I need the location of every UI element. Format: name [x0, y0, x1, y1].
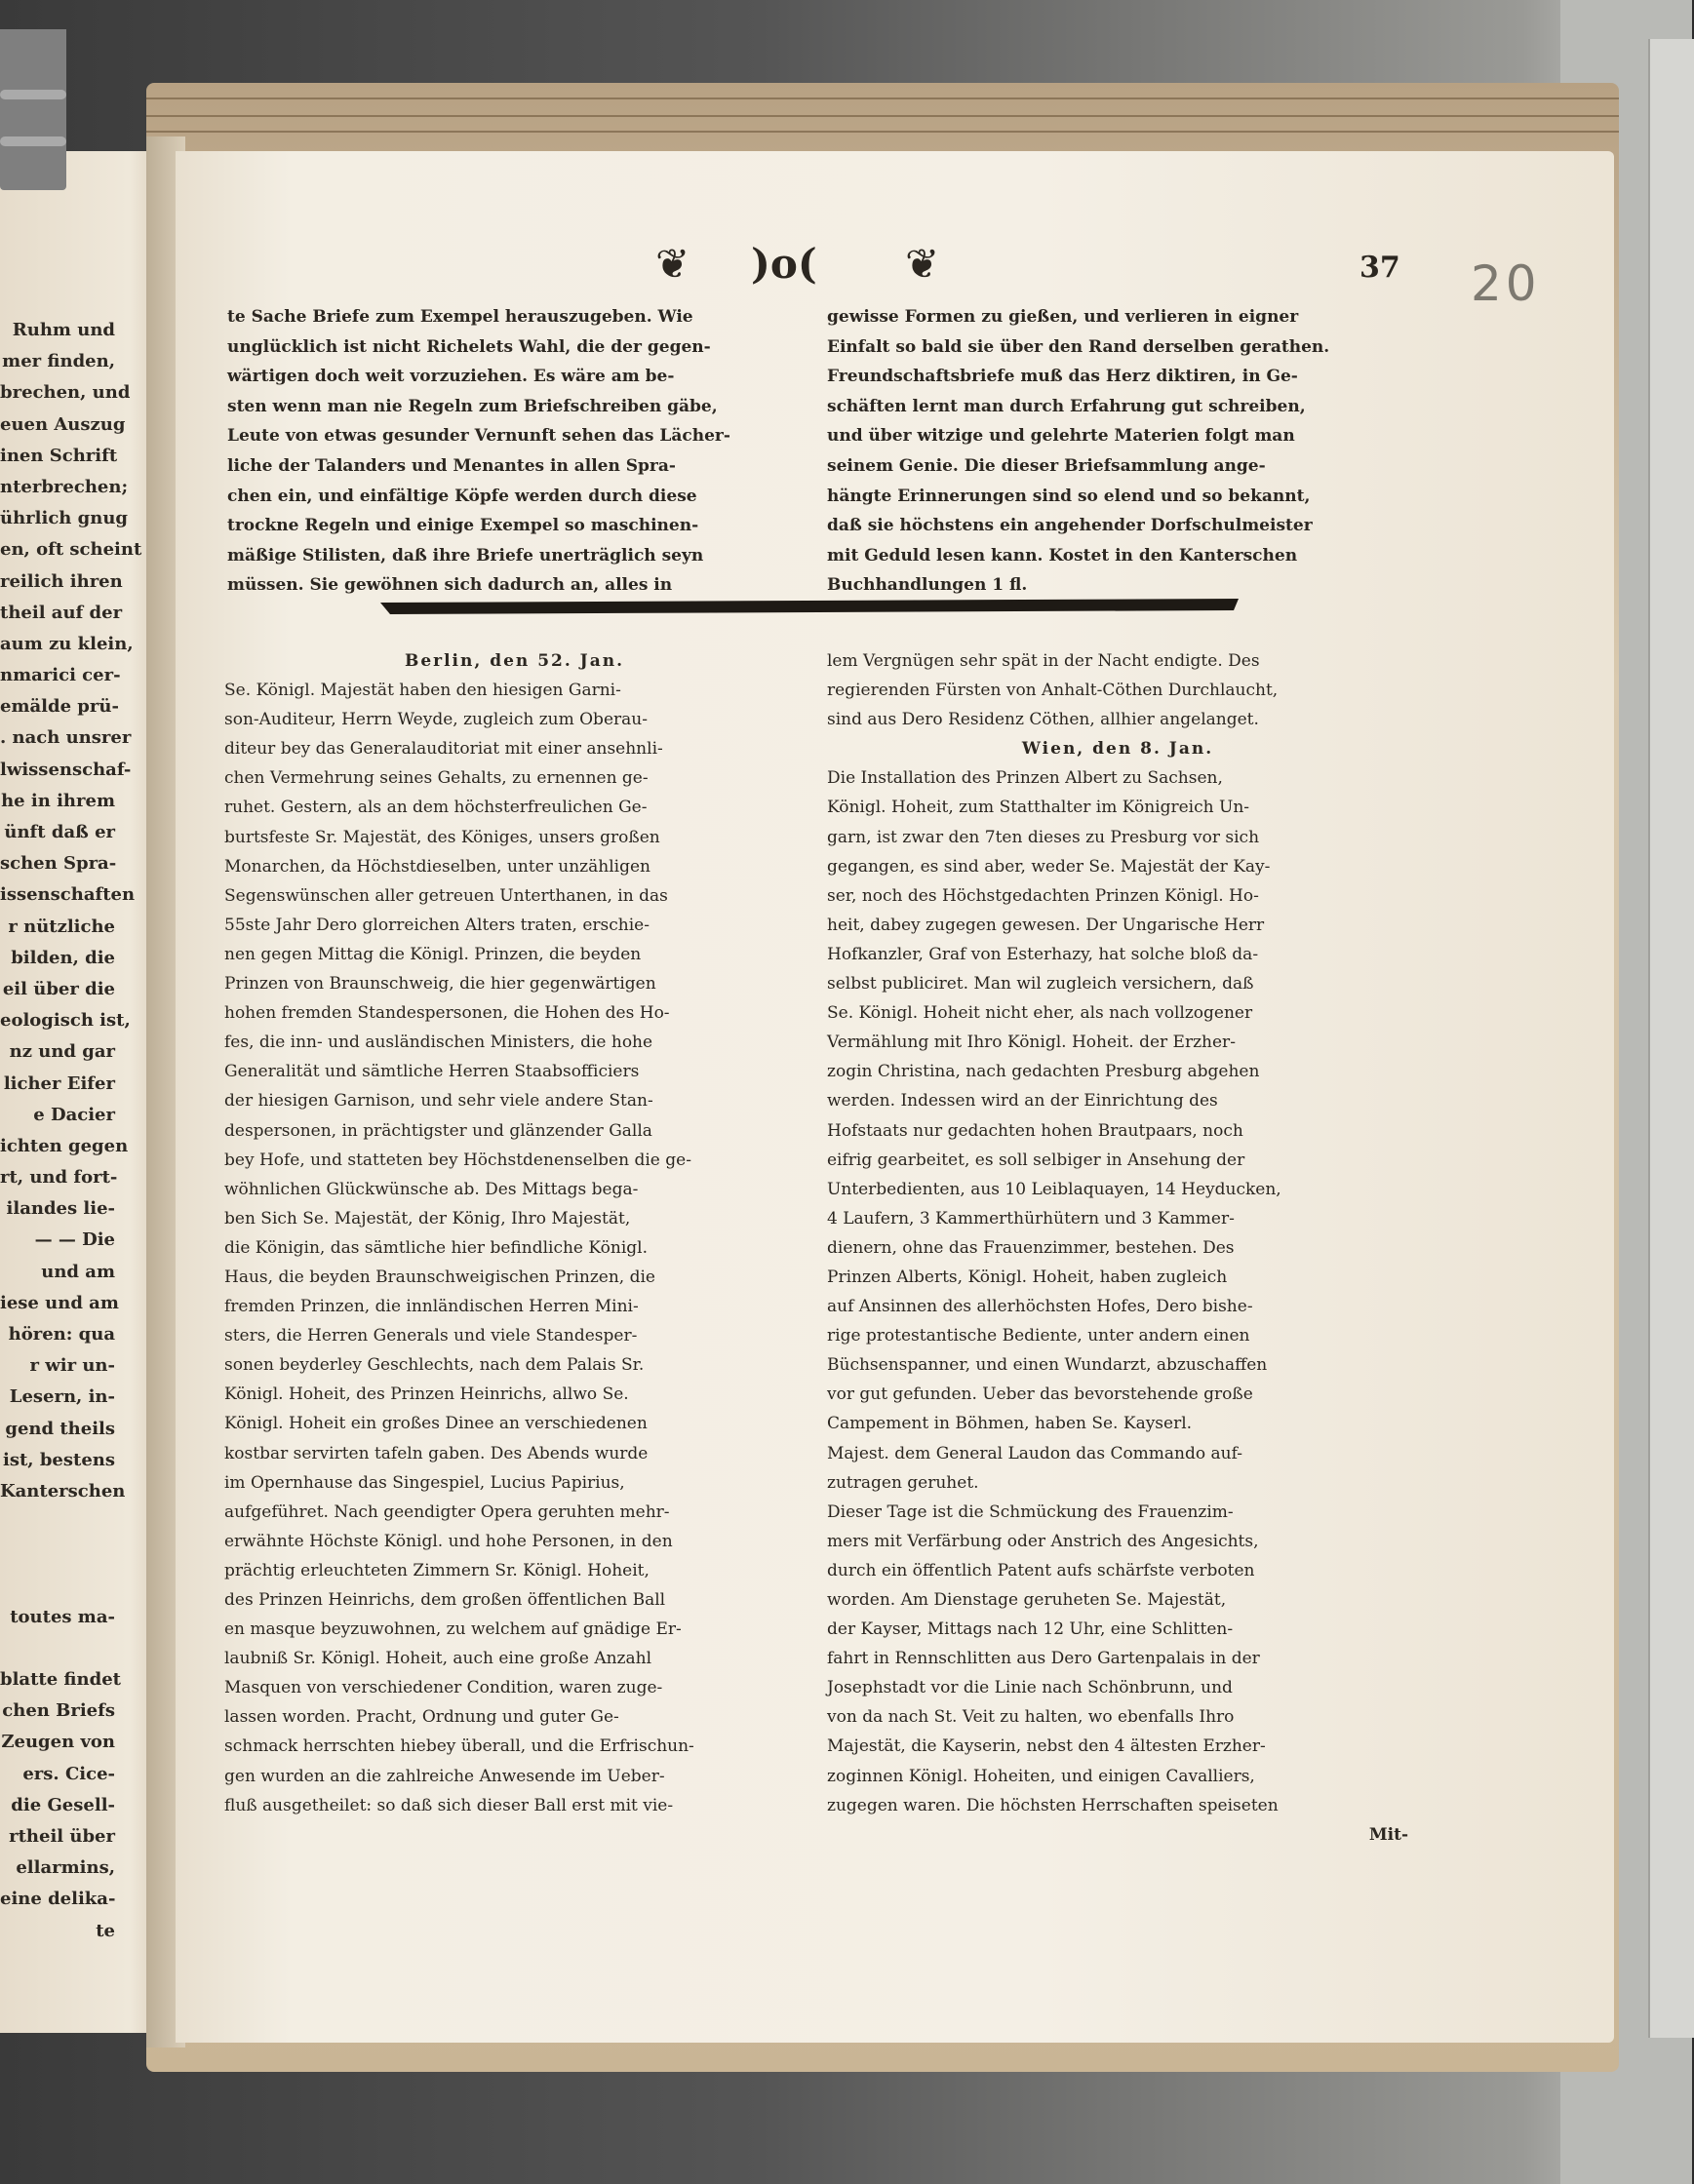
left-page-line-fragment: r wir un-	[29, 1355, 115, 1377]
text-line: der hiesigen Garnison, und sehr viele andere Stan-	[224, 1091, 653, 1112]
text-line: garn, ist zwar den 7ten dieses zu Presburg vor sich	[827, 827, 1260, 847]
left-page-line-fragment: Lesern, in-	[9, 1386, 115, 1408]
text-line: Haus, die beyden Braunschweigischen Prinzen, die	[224, 1267, 655, 1287]
left-page-line-fragment	[0, 1571, 115, 1602]
text-line: Die Installation des Prinzen Albert zu Sachsen,	[827, 768, 1223, 789]
left-page-line-fragment: licher Eifer	[3, 1072, 115, 1094]
text-line: Königl. Hoheit, zum Statthalter im Königreich Un-	[827, 798, 1250, 818]
text-line: Majestät, die Kayserin, nebst den 4 ältesten Erzher-	[827, 1736, 1266, 1757]
text-line: Buchhandlungen 1 fl.	[827, 575, 1028, 596]
left-page-line-fragment: euen Auszug	[0, 413, 126, 435]
left-page-line-fragment: hören: qua	[8, 1324, 115, 1345]
text-line: des Prinzen Heinrichs, dem großen öffentlichen Ball	[224, 1590, 666, 1610]
text-line: gen wurden an die zahlreiche Anwesende im Ueber-	[224, 1766, 665, 1786]
bookmark-ribbon	[0, 29, 66, 190]
text-line: en masque beyzuwohnen, zu welchem auf gnädige Er-	[224, 1619, 682, 1640]
text-line: Hofkanzler, Graf von Esterhazy, hat solche bloß da-	[827, 944, 1259, 964]
ribbon-band	[0, 90, 66, 99]
text-line: zogin Christina, nach gedachten Presburg abgehen	[827, 1062, 1260, 1082]
left-leaf-ornament-icon: ❦	[655, 240, 690, 288]
text-line: chen ein, und einfältige Köpfe werden durch diese	[227, 486, 697, 506]
left-page-line-fragment	[0, 1539, 115, 1570]
left-page-line-fragment: und am	[41, 1261, 115, 1282]
text-line: te Sache Briefe zum Exempel herauszugeben. Wie	[227, 307, 693, 327]
left-page-line-fragment: mer finden,	[2, 351, 115, 372]
text-line: gewisse Formen zu gießen, und verlieren in eigner	[827, 307, 1299, 327]
text-line: diteur bey das Generalauditoriat mit einer ansehnli-	[224, 739, 663, 760]
left-page-line-fragment: ers. Cice-	[22, 1763, 115, 1784]
left-page-line-fragment: ist, bestens	[3, 1449, 115, 1470]
text-line: kostbar servirten tafeln gaben. Des Abends wurde	[224, 1443, 649, 1463]
text-line: laubniß Sr. Königl. Hoheit, auch eine große Anzahl	[224, 1649, 652, 1669]
text-line: auf Ansinnen des allerhöchsten Hofes, Dero bishe-	[827, 1297, 1253, 1317]
left-page-line-fragment: eil über die	[2, 978, 115, 999]
text-line: ruhet. Gestern, als an dem höchsterfreulichen Ge-	[224, 798, 648, 818]
left-page-line-fragment: Zeugen von	[1, 1732, 115, 1753]
left-page-line-fragment: nmarici cer-	[0, 665, 121, 686]
text-line: Josephstadt vor die Linie nach Schönbrunn, und	[827, 1678, 1233, 1698]
text-line: Hofstaats nur gedachten hohen Brautpaars, noch	[827, 1120, 1243, 1141]
text-line: sten wenn man nie Regeln zum Briefschreiben gäbe,	[227, 396, 718, 416]
left-page-line-fragment: Ruhm und	[12, 320, 115, 340]
text-line: sind aus Dero Residenz Cöthen, allhier angelanget.	[827, 710, 1259, 730]
text-line: daß sie höchstens ein angehender Dorfschulmeister	[827, 516, 1313, 536]
left-page-line-fragment: ilandes lie-	[6, 1198, 115, 1220]
page-stack-line	[146, 115, 1619, 117]
text-line: schmack herrschten hiebey überall, und die Erfrischun-	[224, 1736, 694, 1757]
text-line: fluß ausgetheilet: so daß sich dieser Ball erst mit vie-	[224, 1795, 674, 1815]
text-line: rige protestantische Bediente, unter andern einen	[827, 1326, 1250, 1346]
text-line: hängte Erinnerungen sind so elend und so bekannt,	[827, 486, 1311, 506]
center-ornament-icon: )o(	[751, 240, 817, 288]
left-page-line-fragment: nz und gar	[9, 1041, 115, 1063]
page-stack-line	[146, 98, 1619, 99]
left-page-line-fragment: reilich ihren	[0, 570, 123, 592]
text-line: Monarchen, da Höchstdieselben, unter unzähligen	[224, 856, 650, 877]
text-line: Königl. Hoheit, des Prinzen Heinrichs, allwo Se.	[224, 1384, 629, 1405]
left-page-line-fragment	[0, 1507, 115, 1539]
text-line: Majest. dem General Laudon das Commando auf-	[827, 1443, 1243, 1463]
text-line: die Königin, das sämtliche hier befindliche Königl.	[224, 1237, 648, 1258]
text-line: Se. Königl. Majestät haben den hiesigen Garni-	[224, 681, 621, 701]
text-line: lassen worden. Pracht, Ordnung und guter Ge-	[224, 1707, 619, 1728]
text-line: Dieser Tage ist die Schmückung des Frauenzim-	[827, 1502, 1234, 1522]
text-line: werden. Indessen wird an der Einrichtung des	[827, 1091, 1218, 1112]
text-line: vor gut gefunden. Ueber das bevorstehende große	[827, 1384, 1253, 1405]
left-page-line-fragment: Kanterschen	[0, 1480, 126, 1502]
left-page-line-fragment: bilden, die	[11, 947, 115, 968]
left-page-line-fragment: ührlich gnug	[0, 508, 128, 529]
left-page-line-fragment: en, oft scheint	[0, 539, 142, 561]
text-line: son-Auditeur, Herrn Weyde, zugleich zum Oberau-	[224, 710, 648, 730]
text-line: durch ein öffentlich Patent aufs schärfste verboten	[827, 1560, 1255, 1580]
text-line: worden. Am Dienstage geruheten Se. Majestät,	[827, 1590, 1227, 1610]
page-stack-line	[146, 131, 1619, 133]
left-page-line-fragment: lwissenschaf-	[0, 759, 132, 780]
text-line: unglücklich ist nicht Richelets Wahl, die der gegen-	[227, 336, 711, 357]
text-line: Vermählung mit Ihro Königl. Hoheit. der Erzher-	[827, 1033, 1236, 1053]
text-line: der Kayser, Mittags nach 12 Uhr, eine Schlitten-	[827, 1619, 1234, 1640]
text-line: trockne Regeln und einige Exempel so maschinen-	[227, 516, 699, 536]
text-line: und über witzige und gelehrte Materien folgt man	[827, 426, 1295, 447]
left-page-line-fragment: . nach unsrer	[0, 727, 132, 749]
text-line: sters, die Herren Generals und viele Standesper-	[224, 1326, 638, 1346]
vienna-report-column	[827, 646, 1408, 1850]
folio-mark: 20	[1471, 255, 1541, 312]
text-line: sonen beyderley Geschlechts, nach dem Palais Sr.	[224, 1355, 645, 1376]
text-line: zutragen geruhet.	[827, 1472, 979, 1493]
left-page-line-fragment: te	[96, 1920, 115, 1941]
text-line: despersonen, in prächtigster und glänzender Galla	[224, 1120, 652, 1141]
text-line: aufgeführet. Nach geendigter Opera geruhten mehr-	[224, 1502, 670, 1522]
left-page-line-fragment: e Dacier	[33, 1104, 115, 1125]
left-page-line-fragment	[0, 1633, 115, 1664]
text-line: Prinzen Alberts, Königl. Hoheit, haben zugleich	[827, 1267, 1228, 1287]
text-line: Unterbedienten, aus 10 Leiblaquayen, 14 Heyducken,	[827, 1179, 1281, 1199]
text-line: Campement in Böhmen, haben Se. Kayserl.	[827, 1414, 1193, 1434]
text-line: fes, die inn- und ausländischen Ministers, die hohe	[224, 1033, 653, 1053]
text-line: Büchsenspanner, und einen Wundarzt, abzuschaffen	[827, 1355, 1268, 1376]
text-line: Se. Königl. Hoheit nicht eher, als nach vollzogener	[827, 1003, 1253, 1024]
text-line: Masquen von verschiedener Condition, waren zuge-	[224, 1678, 663, 1698]
text-line: wärtigen doch weit vorzuziehen. Es wäre am be-	[227, 367, 675, 387]
text-line: Einfalt so bald sie über den Rand derselben gerathen.	[827, 336, 1330, 357]
left-page-line-fragment: emälde prü-	[0, 696, 119, 718]
left-page-line-fragment: iese und am	[0, 1292, 119, 1313]
text-line: gegangen, es sind aber, weder Se. Majestät der Kay-	[827, 856, 1271, 877]
text-line: mit Geduld lesen kann. Kostet in den Kanterschen	[827, 545, 1298, 566]
text-line: hohen fremden Standespersonen, die Hohen des Ho-	[224, 1003, 670, 1024]
left-page-line-fragment: chen Briefs	[2, 1700, 115, 1722]
left-page-line-fragment: issenschaften	[0, 884, 136, 906]
ribbon-band	[0, 136, 66, 146]
text-line: ser, noch des Höchstgedachten Prinzen Königl. Ho-	[827, 885, 1259, 906]
text-line: liche der Talanders und Menantes in allen Spra-	[227, 455, 676, 476]
text-line: prächtig erleuchteten Zimmern Sr. Königl. Hoheit,	[224, 1560, 650, 1580]
text-line: nen gegen Mittag die Königl. Prinzen, die beyden	[224, 944, 642, 964]
text-line: burtsfeste Sr. Majestät, des Königes, unsers großen	[224, 827, 660, 847]
text-line: dienern, ohne das Frauenzimmer, bestehen. Des	[827, 1237, 1235, 1258]
text-line: Freundschaftsbriefe muß das Herz diktiren, in Ge-	[827, 367, 1298, 387]
left-page-text-fragments	[0, 315, 142, 1947]
catchword: Mit-	[1368, 1824, 1408, 1845]
text-line: wöhnlichen Glückwünsche ab. Des Mittags bega-	[224, 1179, 639, 1199]
text-line: Generalität und sämtliche Herren Staabsofficiers	[224, 1062, 640, 1082]
berlin-report-column	[224, 646, 805, 1820]
top-left-column	[227, 302, 805, 601]
text-line: von da nach St. Veit zu halten, wo ebenfalls Ihro	[827, 1707, 1235, 1728]
text-line: mers mit Verfärbung oder Anstrich des Angesichts,	[827, 1531, 1259, 1551]
text-line: Leute von etwas gesunder Vernunft sehen das Lächer-	[227, 426, 730, 447]
text-line: selbst publiciret. Man wil zugleich versichern, daß	[827, 974, 1254, 994]
text-line: eifrig gearbeitet, es soll selbiger in Ansehung der	[827, 1150, 1245, 1170]
right-leaf-ornament-icon: ❦	[905, 240, 940, 288]
text-line: Prinzen von Braunschweig, die hier gegenwärtigen	[224, 974, 656, 994]
text-line: Segenswünschen aller getreuen Unterthanen, in das	[224, 885, 668, 906]
text-line: müssen. Sie gewöhnen sich dadurch an, alles in	[227, 575, 673, 596]
top-right-column	[827, 302, 1408, 601]
left-page-line-fragment: rt, und fort-	[0, 1167, 118, 1189]
text-line: erwähnte Höchste Königl. und hohe Personen, in den	[224, 1531, 673, 1551]
text-line: chen Vermehrung seines Gehalts, zu ernennen ge-	[224, 768, 649, 789]
text-line: fahrt in Rennschlitten aus Dero Gartenpalais in der	[827, 1649, 1260, 1669]
left-page-line-fragment: brechen, und	[0, 382, 131, 404]
left-page-line-fragment: schen Spra-	[0, 853, 117, 875]
left-page-line-fragment: die Gesell-	[11, 1794, 115, 1815]
text-line: heit, dabey zugegen gewesen. Der Ungarische Herr	[827, 915, 1265, 935]
section-divider-rule	[380, 597, 1239, 616]
left-page-line-fragment: ellarmins,	[16, 1857, 115, 1879]
left-page-line-fragment: ichten gegen	[0, 1135, 129, 1156]
left-page-line-fragment: ünft daß er	[4, 822, 115, 842]
berlin-dateline: Berlin, den 52. Jan.	[404, 651, 625, 671]
text-line: fremden Prinzen, die innländischen Herren Mini-	[224, 1297, 639, 1317]
text-line: ben Sich Se. Majestät, der König, Ihro Majestät,	[224, 1208, 631, 1228]
text-line: lem Vergnügen sehr spät in der Nacht endigte. Des	[827, 651, 1260, 671]
text-line: seinem Genie. Die dieser Briefsammlung ange-	[827, 455, 1266, 476]
text-line: Königl. Hoheit ein großes Dinee an verschiedenen	[224, 1414, 648, 1434]
left-page-line-fragment: nterbrechen;	[0, 476, 129, 497]
text-line: bey Hofe, und statteten bey Höchstdenenselben die ge-	[224, 1150, 691, 1170]
text-line: im Opernhause das Singespiel, Lucius Papirius,	[224, 1472, 625, 1493]
left-page-line-fragment: rtheil über	[9, 1826, 115, 1847]
left-page-line-fragment: eine delika-	[0, 1889, 116, 1910]
left-page-line-fragment: — — Die	[34, 1229, 115, 1251]
left-page-line-fragment: inen Schrift	[0, 445, 118, 466]
left-page-line-fragment: he in ihrem	[1, 790, 115, 811]
text-line: zoginnen Königl. Hoheiten, und einigen Cavalliers,	[827, 1766, 1255, 1786]
left-page-line-fragment: blatte findet	[0, 1669, 121, 1691]
page-number: 37	[1359, 251, 1400, 285]
text-line: schäften lernt man durch Erfahrung gut schreiben,	[827, 396, 1306, 416]
text-line: zugegen waren. Die höchsten Herrschaften speiseten	[827, 1795, 1279, 1815]
vienna-dateline: Wien, den 8. Jan.	[1021, 739, 1214, 760]
text-line: 4 Laufern, 3 Kammerthürhütern und 3 Kammer-	[827, 1208, 1235, 1228]
left-page-line-fragment: gend theils	[5, 1418, 115, 1439]
left-page-line-fragment: aum zu klein,	[0, 633, 134, 654]
book-cover-edge	[1648, 39, 1694, 2038]
text-line: 55ste Jahr Dero glorreichen Alters traten, erschie-	[224, 915, 650, 935]
left-page-line-fragment: eologisch ist,	[0, 1010, 131, 1032]
left-page-line-fragment: toutes ma-	[10, 1606, 115, 1627]
left-page-line-fragment: theil auf der	[0, 602, 123, 623]
text-line: regierenden Fürsten von Anhalt-Cöthen Durchlaucht,	[827, 681, 1279, 701]
text-line: mäßige Stilisten, daß ihre Briefe unerträglich seyn	[227, 545, 704, 566]
left-page-line-fragment: r nützliche	[8, 916, 115, 937]
